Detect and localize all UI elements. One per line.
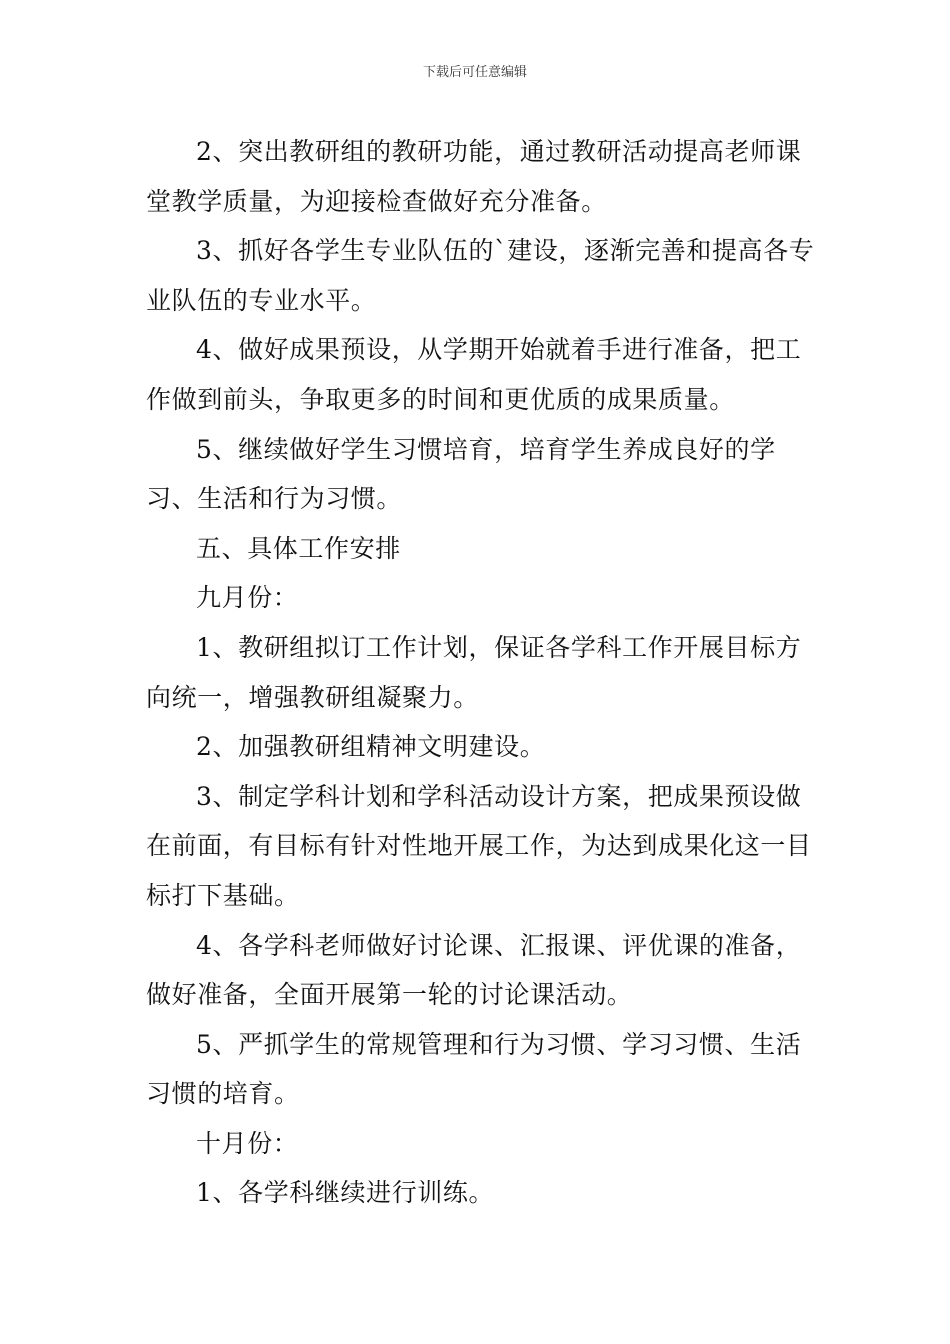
paragraph-september-1: 1、教研组拟订工作计划，保证各学科工作开展目标方向统一，增强教研组凝聚力。 [146, 632, 802, 712]
paragraph-goal-3: 3、抓好各学生专业队伍的`建设，逐渐完善和提高各专业队伍的专业水平。 [146, 236, 815, 315]
page-header: 下载后可任意编辑 [422, 65, 527, 80]
document-body [146, 127, 816, 1218]
paragraph-goal-2: 2、突出教研组的教研功能，通过教研活动提高老师课堂教学质量，为迎接检查做好充分准备。 [146, 137, 802, 216]
paragraph-september-4: 4、各学科老师做好讨论课、汇报课、评优课的准备，做好准备，全面开展第一轮的讨论课活动。 [146, 930, 802, 1010]
month-heading-october: 十月份： [196, 1128, 299, 1158]
paragraph-september-3: 3、制定学科计划和学科活动设计方案，把成果预设做在前面，有目标有针对性地开展工作，为达到成果化这一目标打下基础。 [146, 781, 812, 910]
paragraph-october-1: 1、各学科继续进行训练。 [196, 1178, 495, 1208]
paragraph-goal-5: 5、继续做好学生习惯培育，培育学生养成良好的学习、生活和行为习惯。 [146, 434, 776, 514]
month-heading-september: 九月份： [196, 583, 299, 613]
paragraph-september-2: 2、加强教研组精神文明建设。 [196, 732, 546, 762]
section-heading-schedule: 五、具体工作安排 [196, 533, 401, 563]
paragraph-goal-4: 4、做好成果预设，从学期开始就着手进行准备，把工作做到前头，争取更多的时间和更优质的成果质量。 [146, 335, 802, 414]
paragraph-september-5: 5、严抓学生的常规管理和行为习惯、学习习惯、生活习惯的培育。 [146, 1029, 802, 1109]
